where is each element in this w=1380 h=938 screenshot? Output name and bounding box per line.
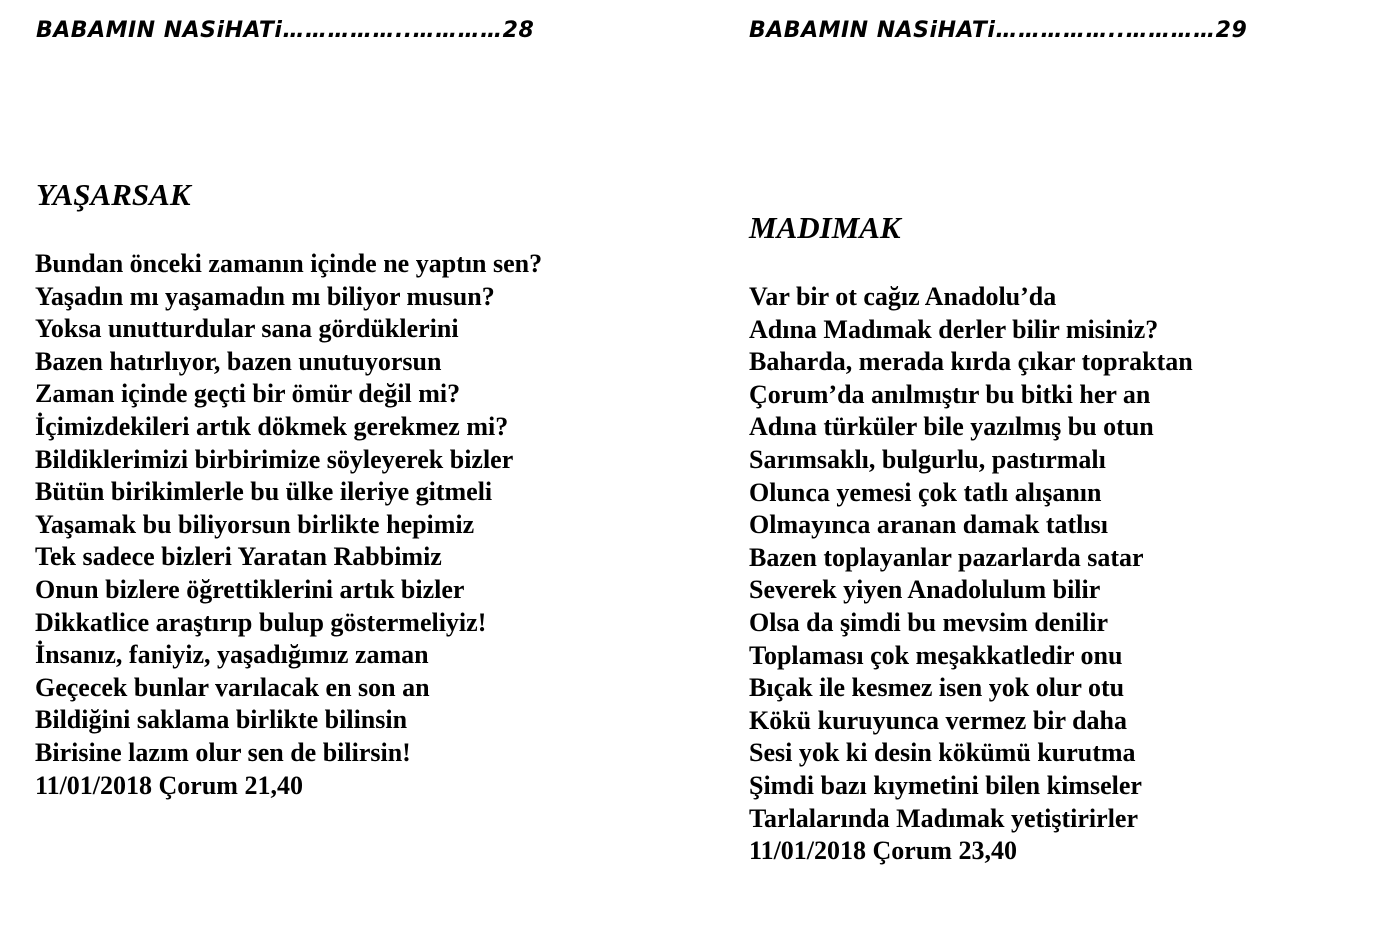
poem-line: Zaman içinde geçti bir ömür değil mi? [35,379,461,409]
running-header: BABAMIN NASiHATi……………..…………29 [749,18,1248,43]
poem-line: Yoksa unutturdular sana gördüklerini [35,314,459,344]
running-header: BABAMIN NASiHATi……………..…………28 [36,18,535,43]
poem-line: Bazen hatırlıyor, bazen unutuyorsun [35,346,442,376]
poem-line: Şimdi bazı kıymetini bilen kimseler [749,770,1142,800]
poem-line: Onun bizlere öğrettiklerini artık bizler [35,574,465,604]
poem-line: Tarlalarında Madımak yetiştirirler [749,803,1138,833]
poem-line: Yaşadın mı yaşamadın mı biliyor musun? [35,281,495,311]
poem-line: İnsanız, faniyiz, yaşadığımız zaman [35,640,429,670]
poem-line: Olunca yemesi çok tatlı alışanın [749,477,1102,507]
poem-line: İçimizdekileri artık dökmek gerekmez mi? [35,411,509,441]
poem-line: Birisine lazım olur sen de bilirsin! [35,737,411,767]
poem-line: Baharda, merada kırda çıkar topraktan [749,347,1193,377]
poem-line: Dikkatlice araştırıp bulup göstermeliyiz! [35,607,487,637]
poem-line: Bütün birikimlerle bu ülke ileriye gitmeli [35,477,493,507]
poem-line: Olmayınca aranan damak tatlısı [749,510,1108,540]
right-page [690,0,1380,938]
poem-title: YAŞARSAK [36,177,191,212]
poem-line: Toplaması çok meşakkatledir onu [749,640,1123,670]
poem-line: Sarımsaklı, bulgurlu, pastırmalı [749,444,1106,474]
poem-line: Var bir ot cağız Anadolu’da [749,282,1057,311]
poem-line: Kökü kuruyunca vermez bir daha [749,705,1128,735]
poem-line: Bildiğini saklama birlikte bilinsin [35,705,408,735]
poem-line: Olsa da şimdi bu mevsim denilir [749,607,1108,637]
poem-line: Geçecek bunlar varılacak en son an [35,672,430,702]
poem-line: Yaşamak bu biliyorsun birlikte hepimiz [35,509,475,539]
poem-line: Bazen toplayanlar pazarlarda satar [749,542,1144,572]
poem-line: Severek yiyen Anadolulum bilir [749,575,1101,605]
poem-body [749,281,1193,868]
poem-line: Adına Madımak derler bilir misiniz? [749,314,1159,344]
poem-date-line: 11/01/2018 Çorum 23,40 [749,836,1017,866]
poem-line: Adına türküler bile yazılmış bu otun [749,412,1154,442]
poem-body [35,248,542,802]
poem-line: Bundan önceki zamanın içinde ne yaptın sen? [35,249,543,278]
poem-line: Sesi yok ki desin kökümü kurutma [749,738,1136,768]
poem-line: Bildiklerimizi birbirimize söyleyerek bizler [35,444,514,474]
poem-line: Tek sadece bizleri Yaratan Rabbimiz [35,542,442,572]
poem-date-line: 11/01/2018 Çorum 21,40 [35,770,303,800]
poem-title: MADIMAK [749,210,901,245]
poem-line: Çorum’da anılmıştır bu bitki her an [749,379,1151,409]
poem-line: Bıçak ile kesmez isen yok olur otu [749,673,1125,703]
